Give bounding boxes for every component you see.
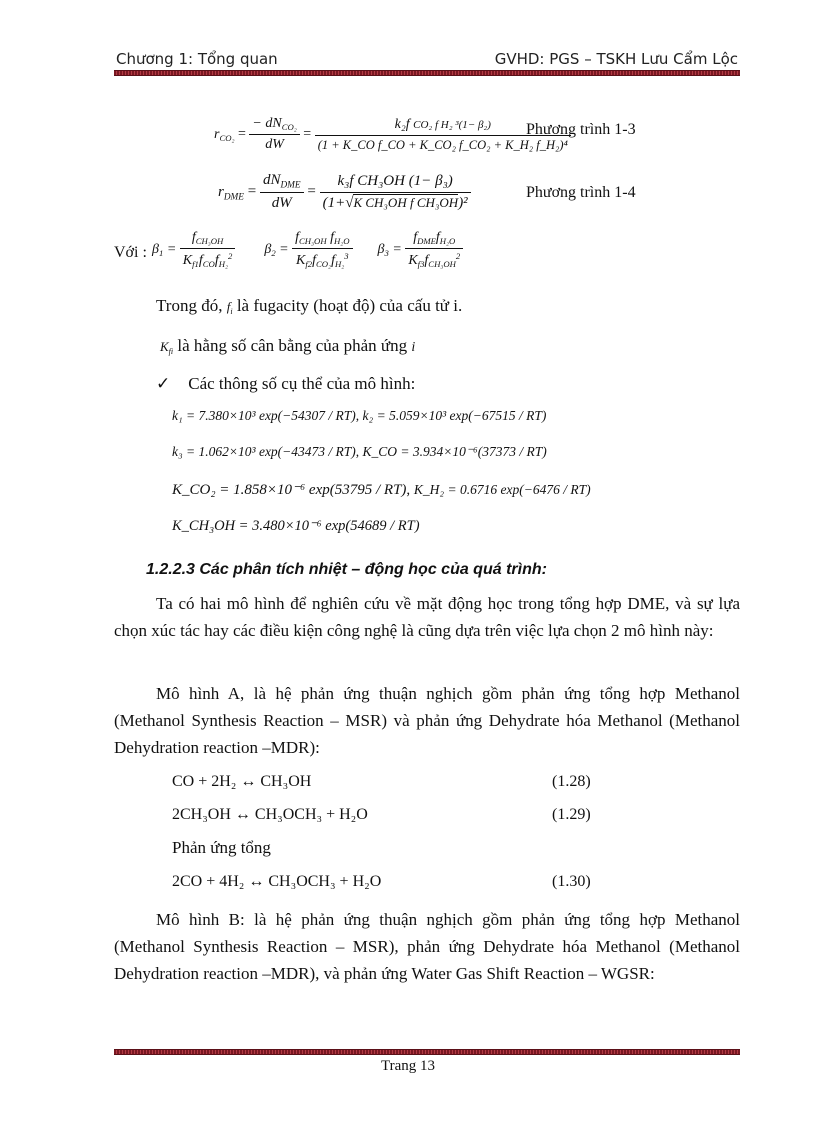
header-rule bbox=[114, 70, 740, 76]
paragraph-model-b: Mô hình B: là hệ phản ứng thuận nghịch gồm phản ứng tổng hợp Methanol (Methanol Synthesis Reaction – MSR), phản ứng Dehydrate hóa Methanol (Methanol Dehydration reaction –MDR), và phản ứng Water Gas Shift Reaction – WGSR: bbox=[114, 910, 740, 983]
sqrt-icon: √ bbox=[345, 194, 354, 211]
equation-1-4: $r_{DME}$ = $\frac{dN_{DME}}{dW}$ = $\frac{\text{k₃f CH₃OH (1− β₃)}}{\text{(1+√K CH₃OH f CH₃OH)²}}$ bbox=[218, 172, 471, 212]
eq13-label: Phương trình 1-3 bbox=[526, 121, 636, 138]
eq13-lhs: $r_{CO_2}$ bbox=[214, 126, 235, 143]
page-number: Trang 13 bbox=[380, 1058, 436, 1074]
beta-definitions bbox=[152, 230, 463, 269]
footer-rule bbox=[114, 1049, 740, 1055]
reaction-1-28-number: (1.28) bbox=[552, 773, 591, 790]
reaction-1-28: CO + 2H₂ ↔ CH₃OH bbox=[172, 773, 312, 790]
section-heading: 1.2.2.3 Các phân tích nhiệt – động học của quá trình: bbox=[146, 561, 547, 578]
header-chapter: Chương 1: Tổng quan bbox=[116, 50, 278, 68]
eq14-lhs: $r_{DME}$ bbox=[218, 183, 244, 202]
eq14-frac-2: $\frac{\text{k₃f CH₃OH (1− β₃)}}{\text{(1+√K CH₃OH f CH₃OH)²}}$ bbox=[320, 173, 471, 212]
paragraph-models-intro: Ta có hai mô hình để nghiên cứu về mặt động học trong tổng hợp DME, và sự lựa chọn xúc tác hay các điều kiện công nghệ là cũng dựa trên việc lựa chọn 2 mô hình này: bbox=[114, 594, 740, 640]
page-header bbox=[116, 50, 738, 70]
total-reaction-label: Phản ứng tổng bbox=[172, 838, 271, 857]
reaction-1-30: 2CO + 4H₂ ↔ CH₃OCH₃ + H₂O bbox=[172, 873, 382, 890]
beta2-def: $\beta_2$ = $\frac{f_{CH_3OH} f_{H_2O}}{K_{f2}f_{CO_2}f_{H_2}^3}$ bbox=[264, 242, 352, 257]
reaction-1-29: 2CH₃OH ↔ CH₃OCH₃ + H₂O bbox=[172, 806, 368, 823]
eq13-frac-2: $\frac{\text{k₂f CO₂ f H₂ ³(1− β₂)}}{\text{(1 + K\_CO f\_CO + K\_CO₂ f\_CO₂ + K\_H₂ f\_H₂)⁴}}$ bbox=[315, 117, 571, 153]
equation-1-3: $r_{CO_2}$ = $\frac{- dN_{CO_2}}{dW}$ = $\frac{\text{k₂f CO₂ f H₂ ³(1− β₂)}}{\text{(1 + K\_CO f\_CO + K\_CO₂ f\_CO₂ + K\_H₂ f\_H₂)⁴}}$ bbox=[214, 116, 571, 153]
beta3-def: $\beta_3$ = $\frac{f_{DME}f_{H_2O}}{K_{f3}f_{CH_3OH}^2}$ bbox=[378, 242, 464, 257]
reaction-1-29-number: (1.29) bbox=[552, 806, 591, 823]
paragraph-model-a: Mô hình A, là hệ phản ứng thuận nghịch gồm phản ứng tổng hợp Methanol (Methanol Synthesis Reaction – MSR) và phản ứng Dehydrate hóa Methanol (Methanol Dehydration reaction –MDR): bbox=[114, 684, 740, 757]
eq13-frac-1: $\frac{- dN_{CO_2}}{dW}$ bbox=[249, 116, 299, 153]
params-heading: ✓ Các thông số cụ thể của mô hình: bbox=[156, 374, 416, 394]
param-row-1: k₁ = 7.380×10³ exp(−54307 / RT), k₂ = 5.059×10³ exp(−67515 / RT) bbox=[172, 408, 547, 423]
reaction-1-30-number: (1.30) bbox=[552, 873, 591, 890]
param-row-3: K_CO₂ = 1.858×10⁻⁶ exp(53795 / RT), K_H₂ = 0.6716 exp(−6476 / RT) bbox=[172, 482, 591, 498]
header-advisor: GVHD: PGS – TSKH Lưu Cẩm Lộc bbox=[494, 50, 738, 68]
param-row-4: K_CH₃OH = 3.480×10⁻⁶ exp(54689 / RT) bbox=[172, 518, 420, 534]
beta1-def: $\beta_1$ = $\frac{f_{CH_3OH}}{K_{f1}f_{CO}f_{H_2}^2}$ bbox=[152, 242, 235, 257]
voi-label: Với : bbox=[114, 244, 147, 261]
eq14-frac-1: $\frac{dN_{DME}}{dW}$ bbox=[260, 172, 304, 212]
checkmark-icon: ✓ bbox=[156, 374, 171, 394]
fugacity-definition: Trong đó, $f_i$ là fugacity (hoạt độ) của cấu tử i. bbox=[156, 296, 463, 316]
eq14-label: Phương trình 1-4 bbox=[526, 184, 636, 201]
param-row-2: k₃ = 1.062×10³ exp(−43473 / RT), K_CO = 3.934×10⁻⁶(37373 / RT) bbox=[172, 444, 547, 459]
k-definition: $K_{fi}$ là hằng số cân bằng của phản ứng i bbox=[160, 336, 416, 356]
